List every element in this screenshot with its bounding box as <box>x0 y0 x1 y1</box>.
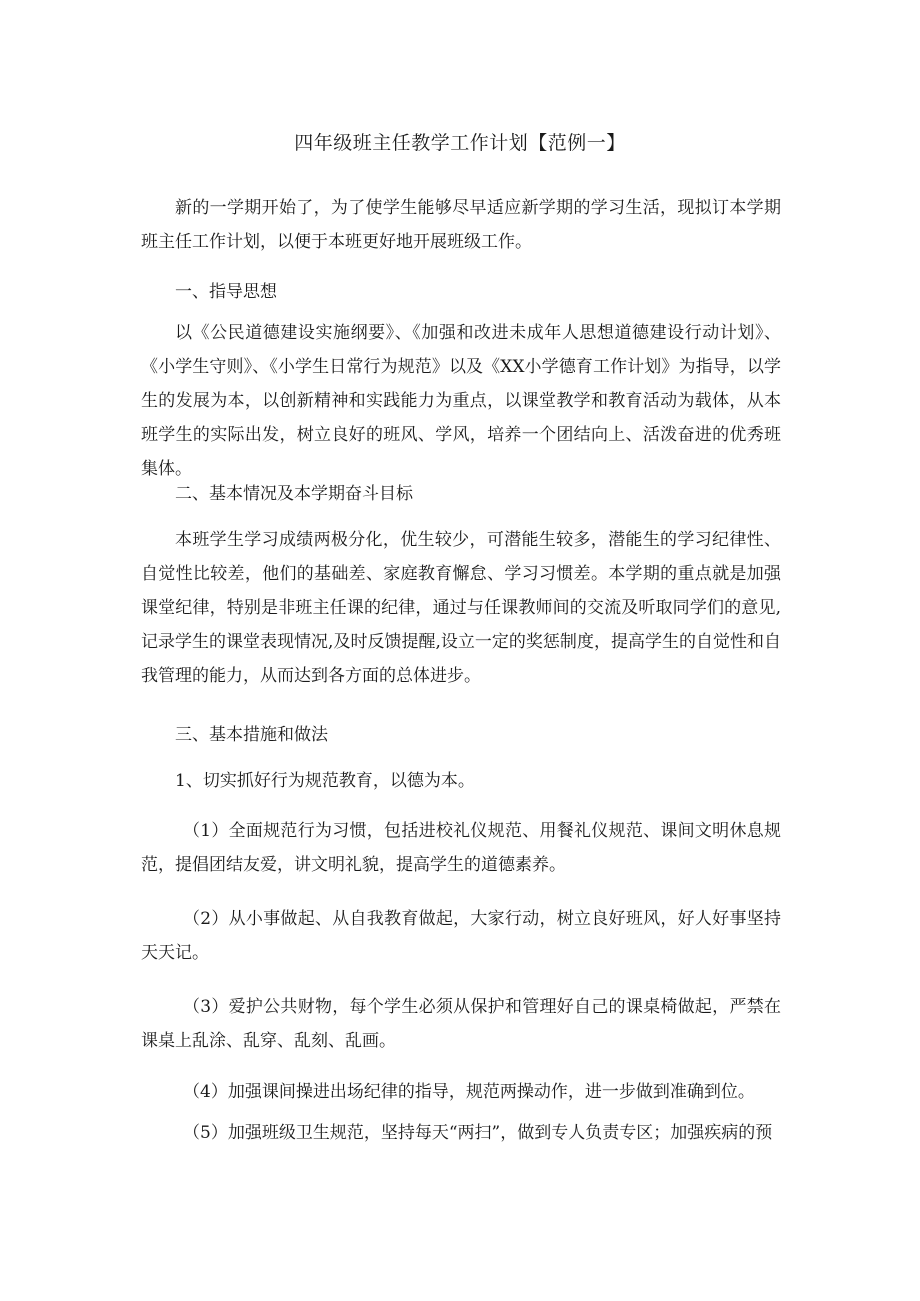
measure-item-1: （1）全面规范行为习惯，包括进校礼仪规范、用餐礼仪规范、课间文明休息规范，提倡团结友爱，讲文明礼貌，提高学生的道德素养。 <box>141 821 781 875</box>
section-body-guiding-ideology: 以《公民道德建设实施纲要》、《加强和改进未成年人思想道德建设行动计划》、《小学生守则》、《小学生日常行为规范》以及《XX小学德育工作计划》为指导，以学生的发展为本，以创新精神和实践能力为重点，以课堂教学和教育活动为载体，从本班学生的实际出发，树立良好的班风、学风，培养一个团结向上、活泼奋进的优秀班集体。 <box>141 323 781 479</box>
document-title: 四年级班主任教学工作计划【范例一】 <box>294 132 626 154</box>
measure-item-5: （5）加强班级卫生规范，坚持每天“两扫”，做到专人负责专区；加强疾病的预 <box>183 1123 773 1143</box>
intro-paragraph: 新的一学期开始了，为了使学生能够尽早适应新学期的学习生活，现拟订本学期班主任工作计划，以便于本班更好地开展班级工作。 <box>141 198 781 252</box>
measures-subheading: 1、切实抓好行为规范教育，以德为本。 <box>175 771 475 791</box>
section-heading-guiding-ideology: 一、指导思想 <box>175 282 277 302</box>
measure-item-4: （4）加强课间操进出场纪律的指导，规范两操动作，进一步做到准确到位。 <box>183 1082 755 1102</box>
measure-item-2: （2）从小事做起、从自我教育做起，大家行动，树立良好班风，好人好事坚持天天记。 <box>141 909 781 963</box>
section-heading-measures: 三、基本措施和做法 <box>175 725 328 745</box>
section-body-basic-situation: 本班学生学习成绩两极分化，优生较少，可潜能生较多，潜能生的学习纪律性、自觉性比较差，他们的基础差、家庭教育懈怠、学习习惯差。本学期的重点就是加强课堂纪律，特别是非班主任课的纪律，通过与任课教师间的交流及听取同学们的意见,记录学生的课堂表现情况,及时反馈提醒,设立一定的奖惩制度，提高学生的自觉性和自我管理的能力，从而达到各方面的总体进步。 <box>141 530 781 686</box>
section-heading-basic-situation: 二、基本情况及本学期奋斗目标 <box>175 484 413 504</box>
measure-item-3: （3）爱护公共财物，每个学生必须从保护和管理好自己的课桌椅做起，严禁在课桌上乱涂、乱穿、乱刻、乱画。 <box>141 997 781 1051</box>
